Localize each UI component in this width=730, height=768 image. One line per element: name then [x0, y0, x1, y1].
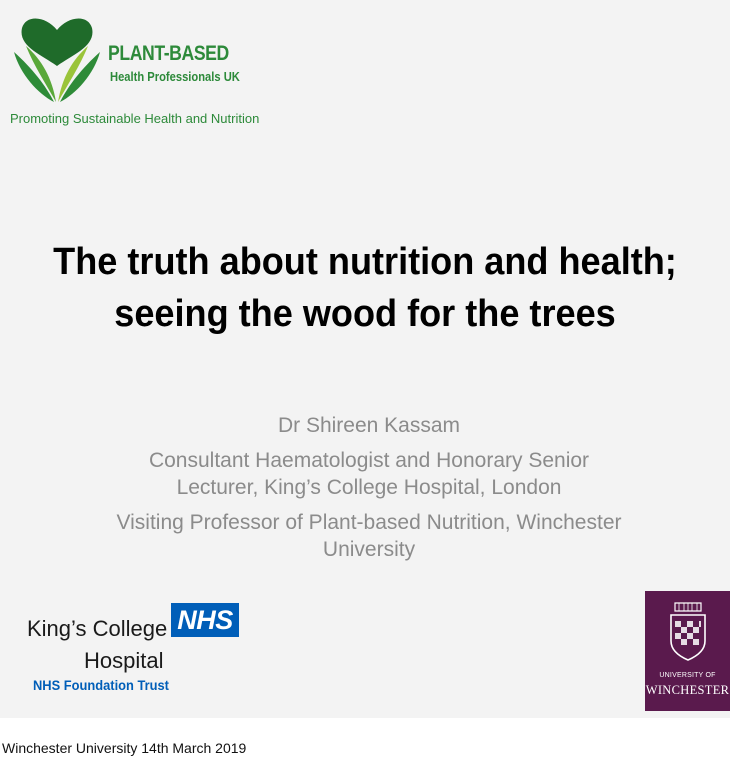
speaker-role-line1: Consultant Haematologist and Honorary Senior: [148, 449, 590, 472]
speaker-name: Dr Shireen Kassam: [277, 414, 461, 437]
plant-based-heart-leaf-logo-icon: [10, 16, 104, 104]
winchester-crest-icon: [667, 601, 709, 661]
slide-title-line2: seeing the wood for the trees: [114, 293, 616, 335]
speaker-role-line2: Lecturer, King’s College Hospital, London: [176, 476, 562, 499]
speaker-professorship-line2: University: [322, 538, 416, 561]
nhs-foundation-trust-label: NHS Foundation Trust: [33, 677, 169, 693]
logo-tagline: Promoting Sustainable Health and Nutrition: [10, 111, 260, 126]
slide-title: [0, 236, 730, 340]
nhs-logo-text: NHS: [177, 604, 233, 635]
logo-org-subtitle: Health Professionals UK: [110, 69, 240, 84]
video-caption: Winchester University 14th March 2019: [2, 740, 247, 756]
logo-org-name: PLANT-BASED: [108, 42, 229, 65]
speaker-details: [0, 412, 730, 563]
nhs-logo: [171, 603, 239, 637]
winchester-university-of-label: UNIVERSITY OF: [659, 672, 716, 679]
slide-title-line1: The truth about nutrition and health;: [53, 241, 677, 283]
university-of-winchester-logo: [645, 591, 730, 711]
kings-college-name-line2: Hospital: [84, 648, 164, 673]
speaker-professorship-line1: Visiting Professor of Plant-based Nutrition, Winchester: [116, 511, 622, 534]
kings-college-name-line1: King’s College: [27, 616, 168, 641]
winchester-name-label: WINCHESTER: [645, 683, 730, 697]
